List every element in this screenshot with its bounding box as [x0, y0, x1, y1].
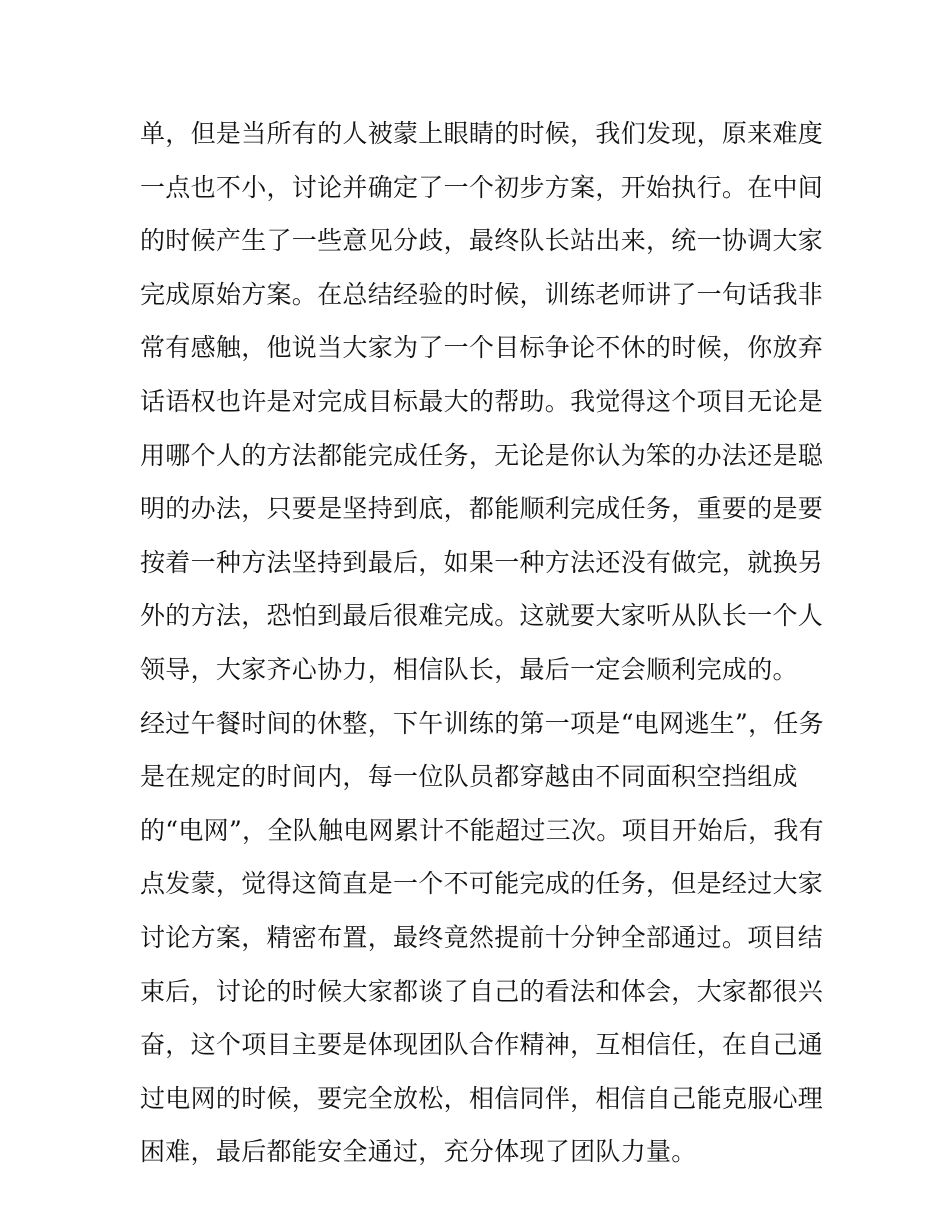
text-line: 领导，大家齐心协力，相信队长，最后一定会顺利完成的。 — [140, 654, 798, 684]
text-line: 的“电网”，全队触电网累计不能超过三次。项目开始后，我有 — [140, 815, 824, 845]
text-line: 单，但是当所有的人被蒙上眼睛的时候，我们发现，原来难度 — [140, 119, 824, 148]
text-line: 完成原始方案。在总结经验的时候，训练老师讲了一句话我非 — [140, 279, 824, 309]
text-line: 话语权也许是对完成目标最大的帮助。我觉得这个项目无论是 — [140, 386, 824, 416]
text-line: 是在规定的时间内，每一位队员都穿越由不同面积空挡组成 — [140, 762, 798, 792]
text-line: 束后，讨论的时候大家都谈了自己的看法和体会，大家都很兴 — [140, 976, 824, 1006]
text-line: 一点也不小，讨论并确定了一个初步方案，开始执行。在中间 — [140, 172, 824, 202]
text-line: 常有感触，他说当大家为了一个目标争论不休的时候，你放弃 — [140, 333, 824, 363]
text-line: 外的方法，恐怕到最后很难完成。这就要大家听从队长一个人 — [140, 601, 824, 631]
text-line: 按着一种方法坚持到最后，如果一种方法还没有做完，就换另 — [140, 547, 824, 577]
text-line: 的时候产生了一些意见分歧，最终队长站出来，统一协调大家 — [140, 226, 824, 256]
text-line: 经过午餐时间的休整，下午训练的第一项是“电网逃生”，任务 — [140, 708, 824, 738]
text-line: 讨论方案，精密布置，最终竟然提前十分钟全部通过。项目结 — [140, 922, 824, 952]
text-line: 过电网的时候，要完全放松，相信同伴，相信自己能克服心理 — [140, 1083, 824, 1113]
text-line: 明的办法，只要是坚持到底，都能顺利完成任务，重要的是要 — [140, 494, 824, 524]
text-line: 用哪个人的方法都能完成任务，无论是你认为笨的办法还是聪 — [140, 440, 824, 470]
text-line: 奋，这个项目主要是体现团队合作精神，互相信任，在自己通 — [140, 1030, 824, 1060]
text-line: 困难，最后都能安全通过，充分体现了团队力量。 — [140, 1137, 697, 1167]
text-line: 点发蒙，觉得这简直是一个不可能完成的任务，但是经过大家 — [140, 869, 824, 899]
body-text — [140, 107, 824, 1179]
